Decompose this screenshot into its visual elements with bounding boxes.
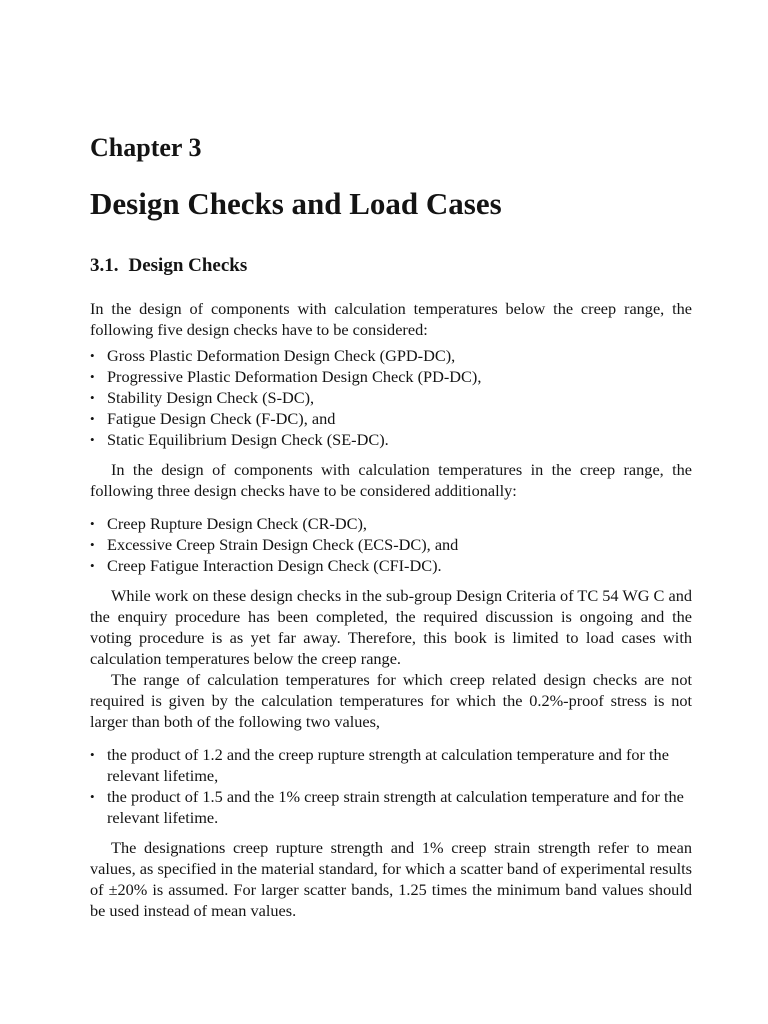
list-item-text: Fatigue Design Check (F-DC), and — [107, 409, 336, 428]
list-proof-stress-values — [90, 744, 692, 828]
bullet-icon: • — [90, 390, 95, 405]
bullet-icon: • — [90, 558, 95, 573]
list-item-text: Creep Rupture Design Check (CR-DC), — [107, 514, 367, 533]
list-item — [90, 555, 692, 576]
bullet-icon: • — [90, 747, 95, 762]
list-design-checks-below-creep — [90, 345, 692, 450]
list-item — [90, 408, 692, 429]
list-item — [90, 744, 692, 786]
list-item-text: Progressive Plastic Deformation Design Check (PD-DC), — [107, 367, 482, 386]
list-item-text: Creep Fatigue Interaction Design Check (CFI-DC). — [107, 556, 442, 575]
list-item-text: the product of 1.2 and the creep rupture strength at calculation temperature and for the relevant lifetime, — [107, 745, 669, 785]
list-item — [90, 366, 692, 387]
page-content — [90, 132, 692, 921]
list-item — [90, 786, 692, 828]
bullet-icon: • — [90, 432, 95, 447]
list-item — [90, 513, 692, 534]
bullet-icon: • — [90, 537, 95, 552]
paragraph-intro-below-creep: In the design of components with calculation temperatures below the creep range, the following five design checks have to be considered: — [90, 299, 692, 339]
section-heading — [90, 254, 692, 278]
section-number: 3.1. — [90, 255, 119, 276]
bullet-icon: • — [90, 789, 95, 804]
bullet-icon: • — [90, 348, 95, 363]
section-title: Design Checks — [128, 255, 248, 276]
paragraph-designations: The designations creep rupture strength and 1% creep strain strength refer to mean values, as specified in the material standard, for which a scatter band of experimental results of ±20% is assumed. For larger scatter bands, 1.25 times the minimum band values should be used instead of mean values. — [90, 838, 692, 920]
list-item — [90, 534, 692, 555]
list-item-text: Stability Design Check (S-DC), — [107, 388, 315, 407]
list-item — [90, 429, 692, 450]
list-item-text: Gross Plastic Deformation Design Check (GPD-DC), — [107, 346, 456, 365]
chapter-label: Chapter 3 — [90, 133, 202, 162]
list-item-text: the product of 1.5 and the 1% creep strain strength at calculation temperature and for the relevant lifetime. — [107, 787, 684, 827]
bullet-icon: • — [90, 516, 95, 531]
chapter-title: Design Checks and Load Cases — [90, 186, 502, 221]
list-item-text: Static Equilibrium Design Check (SE-DC). — [107, 430, 389, 449]
bullet-icon: • — [90, 411, 95, 426]
paragraph-temperature-range: The range of calculation temperatures for which creep related design checks are not required is given by the calculation temperatures for which the 0.2%-proof stress is not larger than both of the following two values, — [90, 670, 692, 731]
list-item-text: Excessive Creep Strain Design Check (ECS-DC), and — [107, 535, 459, 554]
bullet-icon: • — [90, 369, 95, 384]
list-design-checks-creep-range — [90, 513, 692, 576]
list-item — [90, 387, 692, 408]
paragraph-work-status: While work on these design checks in the sub-group Design Criteria of TC 54 WG C and the enquiry procedure has been completed, the required discussion is ongoing and the voting procedure is as yet far away. Therefore, this book is limited to load cases with calculation temperatures below the creep range. — [90, 586, 692, 668]
list-item — [90, 345, 692, 366]
paragraph-intro-creep-range: In the design of components with calculation temperatures in the creep range, the following three design checks have to be considered additionally: — [90, 460, 692, 500]
